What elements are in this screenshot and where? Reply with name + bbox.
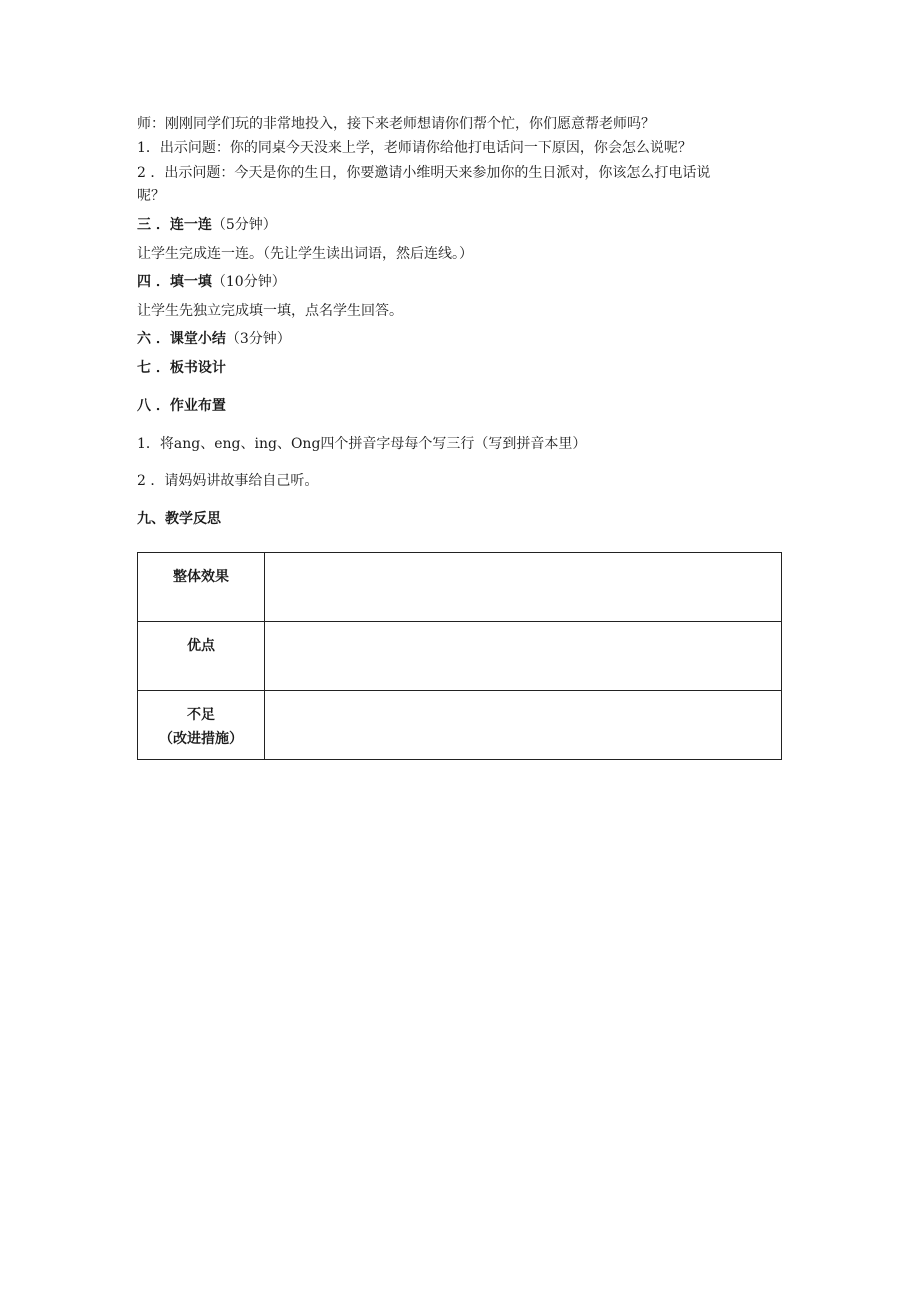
teacher-line: 师：刚刚同学们玩的非常地投入，接下来老师想请你们帮个忙，你们愿意帮老师吗？ [137,116,655,132]
section-4-heading [137,273,286,291]
overall-effect-label: 整体效果 [138,553,265,622]
section-6-title: 六 ．课堂小结 [137,331,226,347]
reflection-table [137,552,782,760]
section-7-heading: 七 ．板书设计 [137,360,226,376]
section-9-heading: 九、教学反思 [137,511,221,527]
table-row [138,622,782,691]
question-1: 1．出示问题：你的同桌今天没来上学，老师请你给他打电话问一下原因，你会怎么说呢？ [137,140,692,156]
section-4-time: （10分钟） [211,274,286,290]
section-4-title: 四 ．填一填 [137,274,212,290]
weaknesses-cell [265,691,782,760]
section-3-title: 三 ．连一连 [137,217,212,233]
homework-1: 1．将ang、eng、ing、Ong四个拼音字母每个写三行（写到拼音本里） [137,436,587,452]
section-3-text: 让学生完成连一连。（先让学生读出词语，然后连线。） [137,246,473,262]
section-6-heading [137,330,291,348]
question-2: 2 ．出示问题：今天是你的生日，你要邀请小维明天来参加你的生日派对，你该怎么打电话说 [137,165,711,181]
section-3-time: （5分钟） [211,217,277,233]
overall-effect-cell [265,553,782,622]
section-3-heading [137,216,277,234]
strengths-cell [265,622,782,691]
section-8-heading: 八 ．作业布置 [137,398,226,414]
question-2-continued: 呢？ [137,188,165,204]
table-row [138,691,782,760]
section-6-time: （3分钟） [225,331,291,347]
homework-2: 2 ．请妈妈讲故事给自己听。 [137,473,319,489]
weaknesses-label-line2: （改进措施） [159,731,243,747]
weaknesses-label [138,691,265,760]
strengths-label: 优点 [138,622,265,691]
section-4-text: 让学生先独立完成填一填，点名学生回答。 [137,303,403,319]
weaknesses-label-line1: 不足 [187,707,215,723]
table-row [138,553,782,622]
